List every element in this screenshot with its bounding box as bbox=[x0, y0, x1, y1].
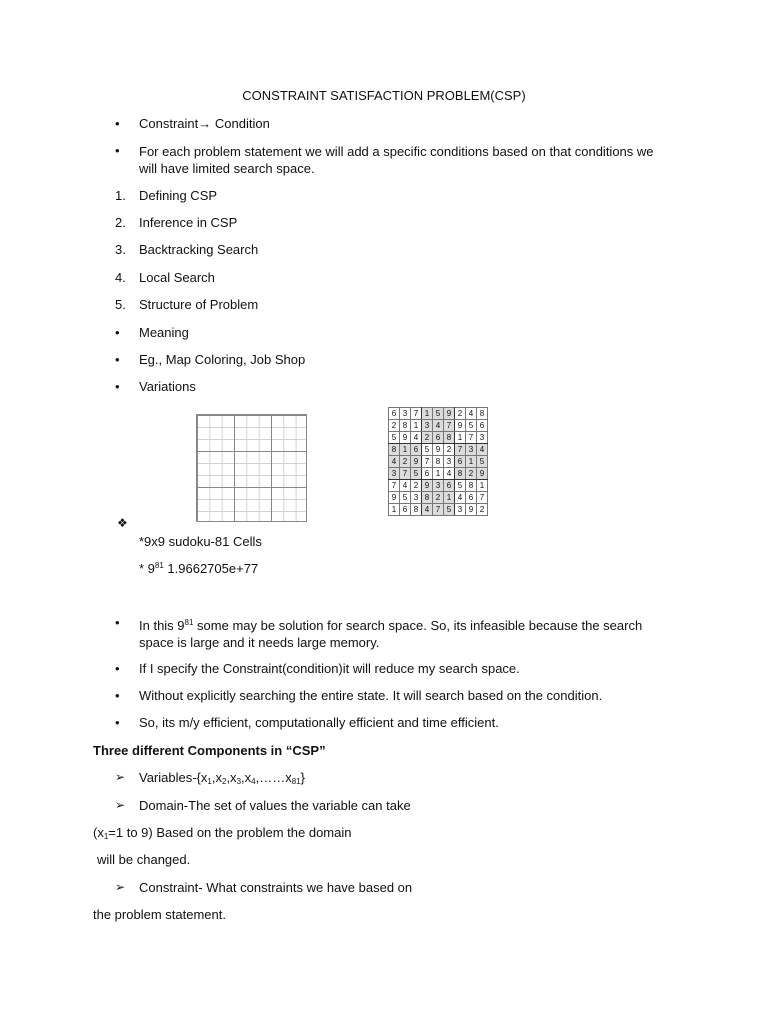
sudoku-cell: 8 bbox=[477, 408, 488, 420]
bullet-marker: • bbox=[115, 143, 120, 158]
list-number: 4. bbox=[115, 270, 126, 285]
sudoku-cell: 8 bbox=[400, 420, 411, 432]
sudoku-cell: 4 bbox=[477, 444, 488, 456]
sudoku-cell: 2 bbox=[389, 420, 400, 432]
infeasible-exponent: 81 bbox=[184, 618, 194, 627]
sudoku-cell: 3 bbox=[422, 420, 433, 432]
sudoku-cell: 5 bbox=[477, 456, 488, 468]
list-item: Structure of Problem bbox=[139, 297, 259, 312]
sudoku-cell: 6 bbox=[466, 492, 477, 504]
list-number: 3. bbox=[115, 242, 126, 257]
sudoku-cell: 2 bbox=[422, 432, 433, 444]
domain-line: Domain-The set of values the variable can take bbox=[139, 798, 411, 813]
solved-sudoku-grid bbox=[388, 407, 488, 516]
bullet-marker: • bbox=[115, 116, 120, 131]
infeasible-note bbox=[139, 614, 669, 651]
sudoku-cell: 6 bbox=[389, 408, 400, 420]
sudoku-cell: 5 bbox=[400, 492, 411, 504]
sudoku-cell: 6 bbox=[433, 432, 444, 444]
sudoku-cell: 6 bbox=[411, 444, 422, 456]
domain-continuation-2: will be changed. bbox=[97, 852, 191, 867]
sudoku-cell: 5 bbox=[411, 468, 422, 480]
list-item: Variations bbox=[139, 379, 196, 394]
sudoku-cell: 1 bbox=[477, 480, 488, 492]
sudoku-cell: 6 bbox=[444, 480, 455, 492]
sudoku-cell: 4 bbox=[400, 480, 411, 492]
bullet-marker: • bbox=[115, 615, 120, 630]
sudoku-cell: 4 bbox=[466, 408, 477, 420]
sudoku-cell: 6 bbox=[400, 504, 411, 516]
sudoku-cell: 6 bbox=[455, 456, 466, 468]
sudoku-cell: 7 bbox=[444, 420, 455, 432]
sudoku-cell: 9 bbox=[455, 420, 466, 432]
page-title: CONSTRAINT SATISFACTION PROBLEM(CSP) bbox=[242, 88, 526, 103]
sudoku-cell: 9 bbox=[466, 504, 477, 516]
sudoku-cell: 7 bbox=[422, 456, 433, 468]
sudoku-cell: 7 bbox=[477, 492, 488, 504]
sudoku-cell: 7 bbox=[411, 408, 422, 420]
sudoku-cell: 2 bbox=[433, 492, 444, 504]
bullet-marker: • bbox=[115, 688, 120, 703]
sudoku-cell: 3 bbox=[400, 408, 411, 420]
sudoku-cell: 1 bbox=[455, 432, 466, 444]
sudoku-cell: 5 bbox=[422, 444, 433, 456]
bullet-marker: • bbox=[115, 352, 120, 367]
subscript: 2 bbox=[221, 777, 227, 786]
subscript: 4 bbox=[251, 777, 256, 786]
sudoku-cell: 9 bbox=[444, 408, 455, 420]
list-item: Inference in CSP bbox=[139, 215, 238, 230]
arrow-right-icon: → bbox=[198, 116, 212, 131]
bullet-marker: • bbox=[115, 715, 120, 730]
sudoku-cell: 3 bbox=[455, 504, 466, 516]
constraint-definition bbox=[139, 116, 270, 131]
sudoku-cell: 5 bbox=[466, 420, 477, 432]
sudoku-cell: 6 bbox=[422, 468, 433, 480]
variables-sep: ,x bbox=[226, 770, 237, 785]
list-item: Meaning bbox=[139, 325, 189, 340]
components-heading: Three different Components in “CSP” bbox=[93, 743, 326, 758]
count-value: 1.9662705e+77 bbox=[163, 561, 259, 576]
sudoku-cell: 5 bbox=[444, 504, 455, 516]
variables-sep: ,x bbox=[211, 770, 222, 785]
count-note bbox=[139, 561, 258, 576]
list-number: 1. bbox=[115, 188, 126, 203]
infeasible-prefix: In this 9 bbox=[139, 618, 185, 633]
list-item: Without explicitly searching the entire state. It will search based on the condition. bbox=[139, 688, 603, 703]
count-exponent: 81 bbox=[154, 561, 164, 570]
sudoku-cell: 2 bbox=[400, 456, 411, 468]
list-number: 2. bbox=[115, 215, 126, 230]
variables-sep: } bbox=[300, 770, 305, 785]
sudoku-cell: 8 bbox=[389, 444, 400, 456]
sudoku-cell: 1 bbox=[411, 420, 422, 432]
sudoku-cell: 3 bbox=[466, 444, 477, 456]
sudoku-cell: 9 bbox=[422, 480, 433, 492]
subscript: 81 bbox=[291, 777, 301, 786]
constraint-value: Condition bbox=[214, 116, 270, 131]
sudoku-cell: 2 bbox=[411, 480, 422, 492]
sudoku-cell: 9 bbox=[400, 432, 411, 444]
sudoku-cell: 7 bbox=[466, 432, 477, 444]
sudoku-cell: 5 bbox=[455, 480, 466, 492]
arrow-bullet-icon: ➢ bbox=[115, 798, 126, 812]
sudoku-cell: 1 bbox=[400, 444, 411, 456]
sudoku-cell: 4 bbox=[389, 456, 400, 468]
constraint-continuation: the problem statement. bbox=[93, 907, 226, 922]
sudoku-cell: 4 bbox=[422, 504, 433, 516]
sudoku-cell: 9 bbox=[411, 456, 422, 468]
list-number: 5. bbox=[115, 297, 126, 312]
count-prefix: * 9 bbox=[139, 561, 155, 576]
sudoku-cell: 3 bbox=[389, 468, 400, 480]
infeasible-rest: some may be solution for search space. So, its infeasible because the search space is large and it needs large memory. bbox=[139, 618, 643, 650]
sudoku-cell: 8 bbox=[466, 480, 477, 492]
sudoku-cell: 9 bbox=[433, 444, 444, 456]
sudoku-cell: 7 bbox=[389, 480, 400, 492]
constraint-label: Constraint bbox=[139, 116, 199, 131]
sudoku-cell: 7 bbox=[455, 444, 466, 456]
list-item: Eg., Map Coloring, Job Shop bbox=[139, 352, 306, 367]
empty-sudoku-grid bbox=[196, 414, 307, 522]
sudoku-cell: 8 bbox=[411, 504, 422, 516]
variables-line bbox=[139, 770, 305, 786]
sudoku-cell: 7 bbox=[433, 504, 444, 516]
constraint-line: Constraint- What constraints we have based on bbox=[139, 880, 413, 895]
sudoku-cell: 7 bbox=[400, 468, 411, 480]
sudoku-cell: 1 bbox=[389, 504, 400, 516]
arrow-bullet-icon: ➢ bbox=[115, 880, 126, 894]
sudoku-cell: 8 bbox=[422, 492, 433, 504]
sudoku-cell: 3 bbox=[433, 480, 444, 492]
sudoku-cell: 1 bbox=[444, 492, 455, 504]
bullet-marker: • bbox=[115, 325, 120, 340]
list-item: If I specify the Constraint(condition)it will reduce my search space. bbox=[139, 661, 520, 676]
sudoku-cell: 1 bbox=[422, 408, 433, 420]
sudoku-cell: 1 bbox=[466, 456, 477, 468]
sudoku-cell: 4 bbox=[433, 420, 444, 432]
list-item: Local Search bbox=[139, 270, 215, 285]
variables-prefix: Variables-{x bbox=[139, 770, 208, 785]
sudoku-cell: 9 bbox=[389, 492, 400, 504]
list-item: Backtracking Search bbox=[139, 242, 259, 257]
variables-sep: ,……x bbox=[255, 770, 292, 785]
sudoku-cell: 2 bbox=[455, 408, 466, 420]
subscript: 1 bbox=[207, 777, 212, 786]
domain-prefix: (x bbox=[93, 825, 104, 840]
sudoku-cell: 1 bbox=[433, 468, 444, 480]
list-item: Defining CSP bbox=[139, 188, 218, 203]
sudoku-cell: 8 bbox=[433, 456, 444, 468]
subscript: 1 bbox=[103, 832, 109, 841]
variables-sep: ,x bbox=[241, 770, 252, 785]
bullet-marker: • bbox=[115, 379, 120, 394]
sudoku-cell: 2 bbox=[444, 444, 455, 456]
sudoku-cell: 9 bbox=[477, 468, 488, 480]
sudoku-cell: 2 bbox=[466, 468, 477, 480]
bullet-marker: • bbox=[115, 661, 120, 676]
domain-rest: =1 to 9) Based on the problem the domain bbox=[108, 825, 352, 840]
diamond-bullet-icon: ❖ bbox=[117, 516, 128, 530]
sudoku-cell: 3 bbox=[477, 432, 488, 444]
sudoku-cell: 8 bbox=[455, 468, 466, 480]
sudoku-cell: 4 bbox=[444, 468, 455, 480]
sudoku-cell: 4 bbox=[455, 492, 466, 504]
sudoku-cell: 8 bbox=[444, 432, 455, 444]
constraint-description: For each problem statement we will add a specific conditions based on that conditions we will have limited search space. bbox=[139, 144, 654, 176]
arrow-bullet-icon: ➢ bbox=[115, 770, 126, 784]
sudoku-note: *9x9 sudoku-81 Cells bbox=[139, 534, 262, 549]
sudoku-cell: 3 bbox=[444, 456, 455, 468]
sudoku-cell: 5 bbox=[389, 432, 400, 444]
list-item: So, its m/y efficient, computationally efficient and time efficient. bbox=[139, 715, 499, 730]
subscript: 3 bbox=[236, 777, 242, 786]
sudoku-cell: 4 bbox=[411, 432, 422, 444]
domain-continuation bbox=[93, 825, 351, 841]
sudoku-cell: 3 bbox=[411, 492, 422, 504]
sudoku-cell: 6 bbox=[477, 420, 488, 432]
sudoku-cell: 5 bbox=[433, 408, 444, 420]
sudoku-cell: 2 bbox=[477, 504, 488, 516]
